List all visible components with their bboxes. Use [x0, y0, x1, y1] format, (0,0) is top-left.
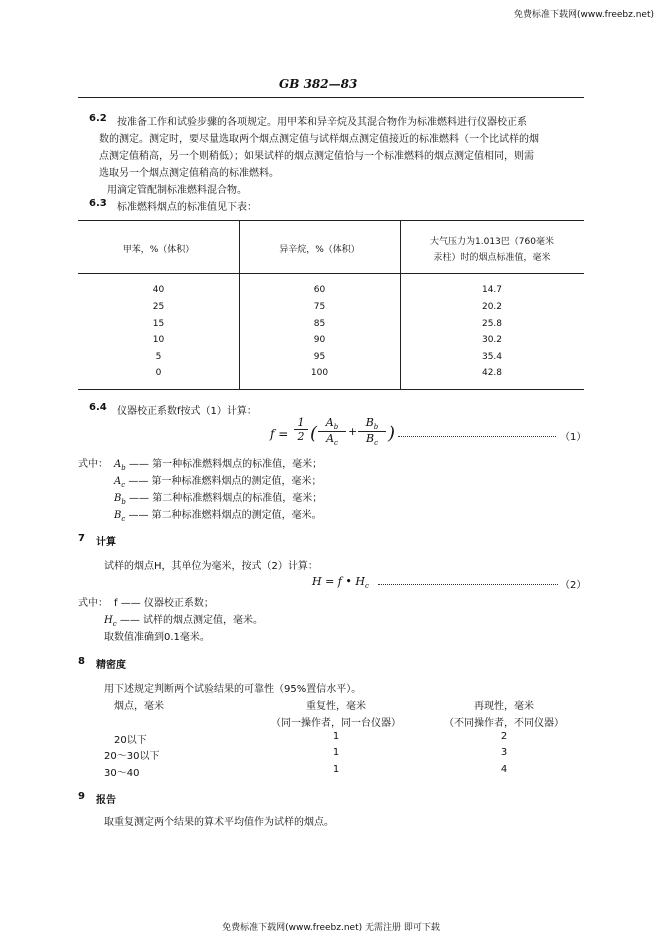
section-6-2-line-3: 点测定值稍高，另一个则稍低）；如果试样的烟点测定值恰与一个标准燃料的烟点测定值相同，则需 [99, 151, 534, 162]
formula-2: H = f • $H_c$ [312, 575, 369, 591]
section-8-title: 精密度 [96, 660, 126, 671]
right-paren: ) [388, 423, 396, 444]
section-6-2-line-4: 选取另一个烟点测定值稍高的标准燃料。 [99, 168, 279, 179]
table-cell: 30.2 [481, 335, 503, 345]
table-cell: 40 [152, 285, 165, 295]
table-cell: 85 [313, 319, 326, 329]
precision-row-repeatability: 1 [332, 731, 340, 742]
table-cell: 42.8 [481, 368, 503, 378]
plus-sign: + [348, 425, 358, 438]
section-9-number: 9 [78, 791, 85, 802]
definition-ab: $A_b$ —— 第一种标准燃料烟点的标准值，毫米； [114, 459, 323, 472]
section-6-2-line-1: 按准备工作和试验步骤的各项规定。用甲苯和异辛烷及其混合物作为标准燃料进行仪器校正系 [117, 117, 527, 128]
section-7-title: 计算 [96, 537, 116, 548]
header-rule [78, 97, 584, 98]
table-cell: 90 [313, 335, 326, 345]
table-header-smokepoint-line-2: 汞柱）时的烟点标准值，毫米 [433, 253, 551, 263]
precision-header-reproducibility: 再现性，毫米 [474, 701, 534, 712]
section-6-3-text: 标准燃料烟点的标准值见下表： [117, 202, 257, 213]
dot-leader [398, 428, 556, 437]
standard-code-header: GB 382—83 [279, 77, 358, 91]
table-cell: 20.2 [481, 302, 503, 312]
table-cell: 5 [155, 352, 162, 362]
definition-f: f —— 仪器校正系数； [114, 598, 214, 609]
bottom-watermark[interactable]: 免费标准下载网(www.freebz.net) 无需注册 即可下载 [222, 923, 440, 933]
definition-hc: $H_c$ —— 试样的烟点测定值，毫米。 [104, 615, 264, 628]
where-label: 式中： [78, 459, 108, 470]
definition-bb: $B_b$ —— 第二种标准燃料烟点的标准值，毫米； [114, 493, 323, 506]
table-cell: 0 [155, 368, 162, 378]
formula-1-ab-sub: b [333, 423, 339, 432]
table-cell: 14.7 [481, 285, 503, 295]
precision-row-reproducibility: 3 [500, 747, 508, 758]
section-6-2-extra: 用滴定管配制标准燃料混合物。 [107, 185, 247, 196]
section-7-text: 试样的烟点H，其单位为毫米，按式（2）计算： [104, 561, 318, 572]
formula-1-half-den: 2 [297, 430, 305, 443]
table-header-toluene: 甲苯，%（体积） [122, 245, 195, 255]
formula-1-bc: B [365, 432, 375, 446]
section-6-4-number: 6.4 [89, 402, 107, 413]
definition-ac: $A_c$ —— 第一种标准燃料烟点的测定值，毫米； [114, 476, 322, 489]
precision-row-range: 30～40 [104, 768, 140, 779]
section-8-number: 8 [78, 656, 85, 667]
precision-header-smoke-point: 烟点，毫米 [114, 701, 164, 712]
precision-row-repeatability: 1 [332, 747, 340, 758]
table-header-isooctane: 异辛烷，%（体积） [279, 245, 360, 255]
table-cell: 15 [152, 319, 165, 329]
precision-header-reproducibility-note: （不同操作者，不同仪器） [444, 718, 564, 729]
definition-bc: $B_c$ —— 第二种标准燃料烟点的测定值，毫米。 [114, 510, 322, 523]
dot-leader [378, 576, 558, 585]
section-9-title: 报告 [96, 795, 116, 806]
formula-1-bb-sub: b [373, 423, 379, 432]
precision-row-range: 20以下 [114, 735, 147, 746]
formula-1-ac-sub: c [334, 439, 338, 448]
table-cell: 10 [152, 335, 165, 345]
formula-2-number: （2） [560, 580, 587, 591]
table-cell: 25.8 [481, 319, 503, 329]
precision-row-repeatability: 1 [332, 764, 340, 775]
rounding-note: 取数值准确到0.1毫米。 [104, 632, 210, 643]
formula-1-bb: B [365, 416, 374, 429]
precision-row-reproducibility: 4 [500, 764, 508, 775]
section-9-text: 取重复测定两个结果的算术平均值作为试样的烟点。 [104, 817, 334, 828]
precision-row-range: 20～30以下 [104, 751, 160, 762]
left-paren: ( [310, 423, 318, 444]
section-6-4-text: 仪器校正系数f按式（1）计算： [117, 406, 257, 417]
table-cell: 100 [310, 368, 329, 378]
table-cell: 75 [313, 302, 326, 312]
section-6-2-number: 6.2 [89, 113, 107, 124]
precision-row-reproducibility: 2 [500, 731, 508, 742]
table-cell: 60 [313, 285, 326, 295]
section-6-2-line-2: 数的测定。测定时，要尽量选取两个烟点测定值与试样烟点测定值接近的标准燃料（一个比试样的烟 [99, 134, 539, 145]
table-header-smokepoint-line-1: 大气压力为1.013巴（760毫米 [430, 237, 554, 247]
precision-header-repeatability: 重复性，毫米 [306, 701, 366, 712]
formula-1-ab: A [325, 416, 334, 429]
where-label: 式中： [78, 598, 108, 609]
top-watermark[interactable]: 免费标准下载网(www.freebz.net) [514, 10, 654, 20]
formula-1-half-num: 1 [294, 416, 308, 430]
formula-1-bc-sub: c [374, 439, 378, 448]
table-cell: 35.4 [481, 352, 503, 362]
precision-header-repeatability-note: （同一操作者，同一台仪器） [271, 718, 401, 729]
section-7-number: 7 [78, 533, 85, 544]
section-6-3-number: 6.3 [89, 198, 107, 209]
section-8-text: 用下述规定判断两个试验结果的可靠性（95%置信水平）。 [104, 684, 362, 695]
table-cell: 95 [313, 352, 326, 362]
formula-1-number: （1） [560, 432, 587, 443]
formula-1-lhs: f = [270, 427, 289, 441]
table-cell: 25 [152, 302, 165, 312]
formula-1-ac: A [326, 432, 335, 446]
